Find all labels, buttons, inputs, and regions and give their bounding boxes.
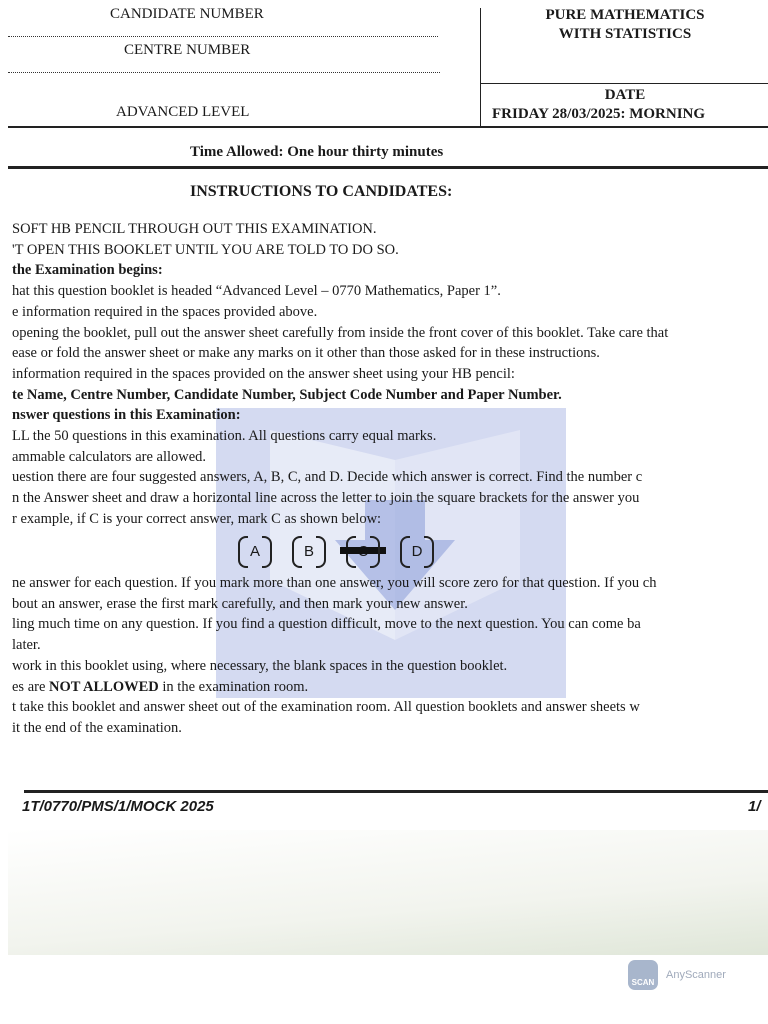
answer-mark-line [340,547,386,554]
instruction-text: in the examination room. [158,678,309,695]
scanner-name: AnyScanner [666,969,726,981]
instruction-line: later. [12,637,41,654]
page-number: 1/ [748,798,761,815]
example-option-b [292,536,326,566]
instruction-line: the Examination begins: [12,262,163,279]
instruction-line: ne answer for each question. If you mark more than one answer, you will score zero for that question. If you ch [12,575,657,591]
example-option-c [346,536,380,566]
instruction-line: it the end of the examination. [12,719,182,736]
example-option-letter: D [411,542,423,560]
header-rule-bottom [8,166,768,169]
date-label: DATE [604,87,646,103]
header-divider-horizontal [480,83,768,84]
instruction-line: e information required in the spaces provided above. [12,303,318,320]
example-option-d [400,536,434,566]
example-option-a [238,536,272,566]
exam-cover-page [8,0,768,955]
instruction-line: te Name, Centre Number, Candidate Number, Subject Code Number and Paper Number. [12,386,562,403]
scan-shadow [8,830,768,955]
candidate-number-line [8,36,438,37]
candidate-number-label: CANDIDATE NUMBER [110,6,264,22]
instruction-line: ammable calculators are allowed. [12,448,207,465]
instruction-line: ease or fold the answer sheet or make any marks on it other than those asked for in these instructions. [12,345,600,362]
instruction-line: n the Answer sheet and draw a horizontal line across the letter to join the square brackets for the answer you [12,490,640,507]
instruction-line: SOFT HB PENCIL THROUGH OUT THIS EXAMINATION. [12,221,377,237]
centre-number-label: CENTRE NUMBER [124,42,251,58]
instruction-line: LL the 50 questions in this examination. All questions carry equal marks. [12,428,437,444]
instruction-line: ling much time on any question. If you find a question difficult, move to the next question. You can come ba [12,616,641,633]
instruction-line: opening the booklet, pull out the answer sheet carefully from inside the front cover of this booklet. Take care that [12,324,669,341]
instruction-line: 'T OPEN THIS BOOKLET UNTIL YOU ARE TOLD TO DO SO. [12,241,399,258]
example-option-letter: B [303,542,314,560]
header-rule-top [8,126,768,128]
header-divider-vertical [480,8,481,126]
subject-line-2: WITH STATISTICS [558,26,692,42]
instructions-title: INSTRUCTIONS TO CANDIDATES: [190,183,453,200]
example-answer-options [238,536,434,566]
scan-logo-icon: SCAN [628,960,658,990]
instruction-line: r example, if C is your correct answer, mark C as shown below: [12,510,382,527]
instruction-line: information required in the spaces provided on the answer sheet using your HB pencil: [12,365,515,382]
example-option-letter: A [249,542,260,560]
instruction-emphasis: NOT ALLOWED [49,678,159,695]
instruction-line: t take this booklet and answer sheet out of the examination room. All question booklets and answer sheets w [12,699,640,716]
footer-rule [24,790,768,793]
date-value: FRIDAY 28/03/2025: MORNING [492,106,706,122]
time-allowed: Time Allowed: One hour thirty minutes [190,144,444,160]
instruction-line: work in this booklet using, where necessary, the blank spaces in the question booklet. [12,657,508,674]
centre-number-line [8,72,440,73]
paper-code: 1T/0770/PMS/1/MOCK 2025 [22,798,214,815]
subject-line-1: PURE MATHEMATICS [545,7,705,23]
instruction-line: uestion there are four suggested answers, A, B, C, and D. Decide which answer is correct. Find the number c [12,469,643,486]
instruction-line [12,679,308,696]
instruction-line: hat this question booklet is headed “Advanced Level – 0770 Mathematics, Paper 1”. [12,283,501,300]
instruction-line: nswer questions in this Examination: [12,407,241,424]
scanner-watermark [628,960,726,990]
instruction-text: es are [12,678,50,695]
level-label: ADVANCED LEVEL [116,104,250,120]
instruction-line: bout an answer, erase the first mark carefully, and then mark your new answer. [12,595,468,612]
